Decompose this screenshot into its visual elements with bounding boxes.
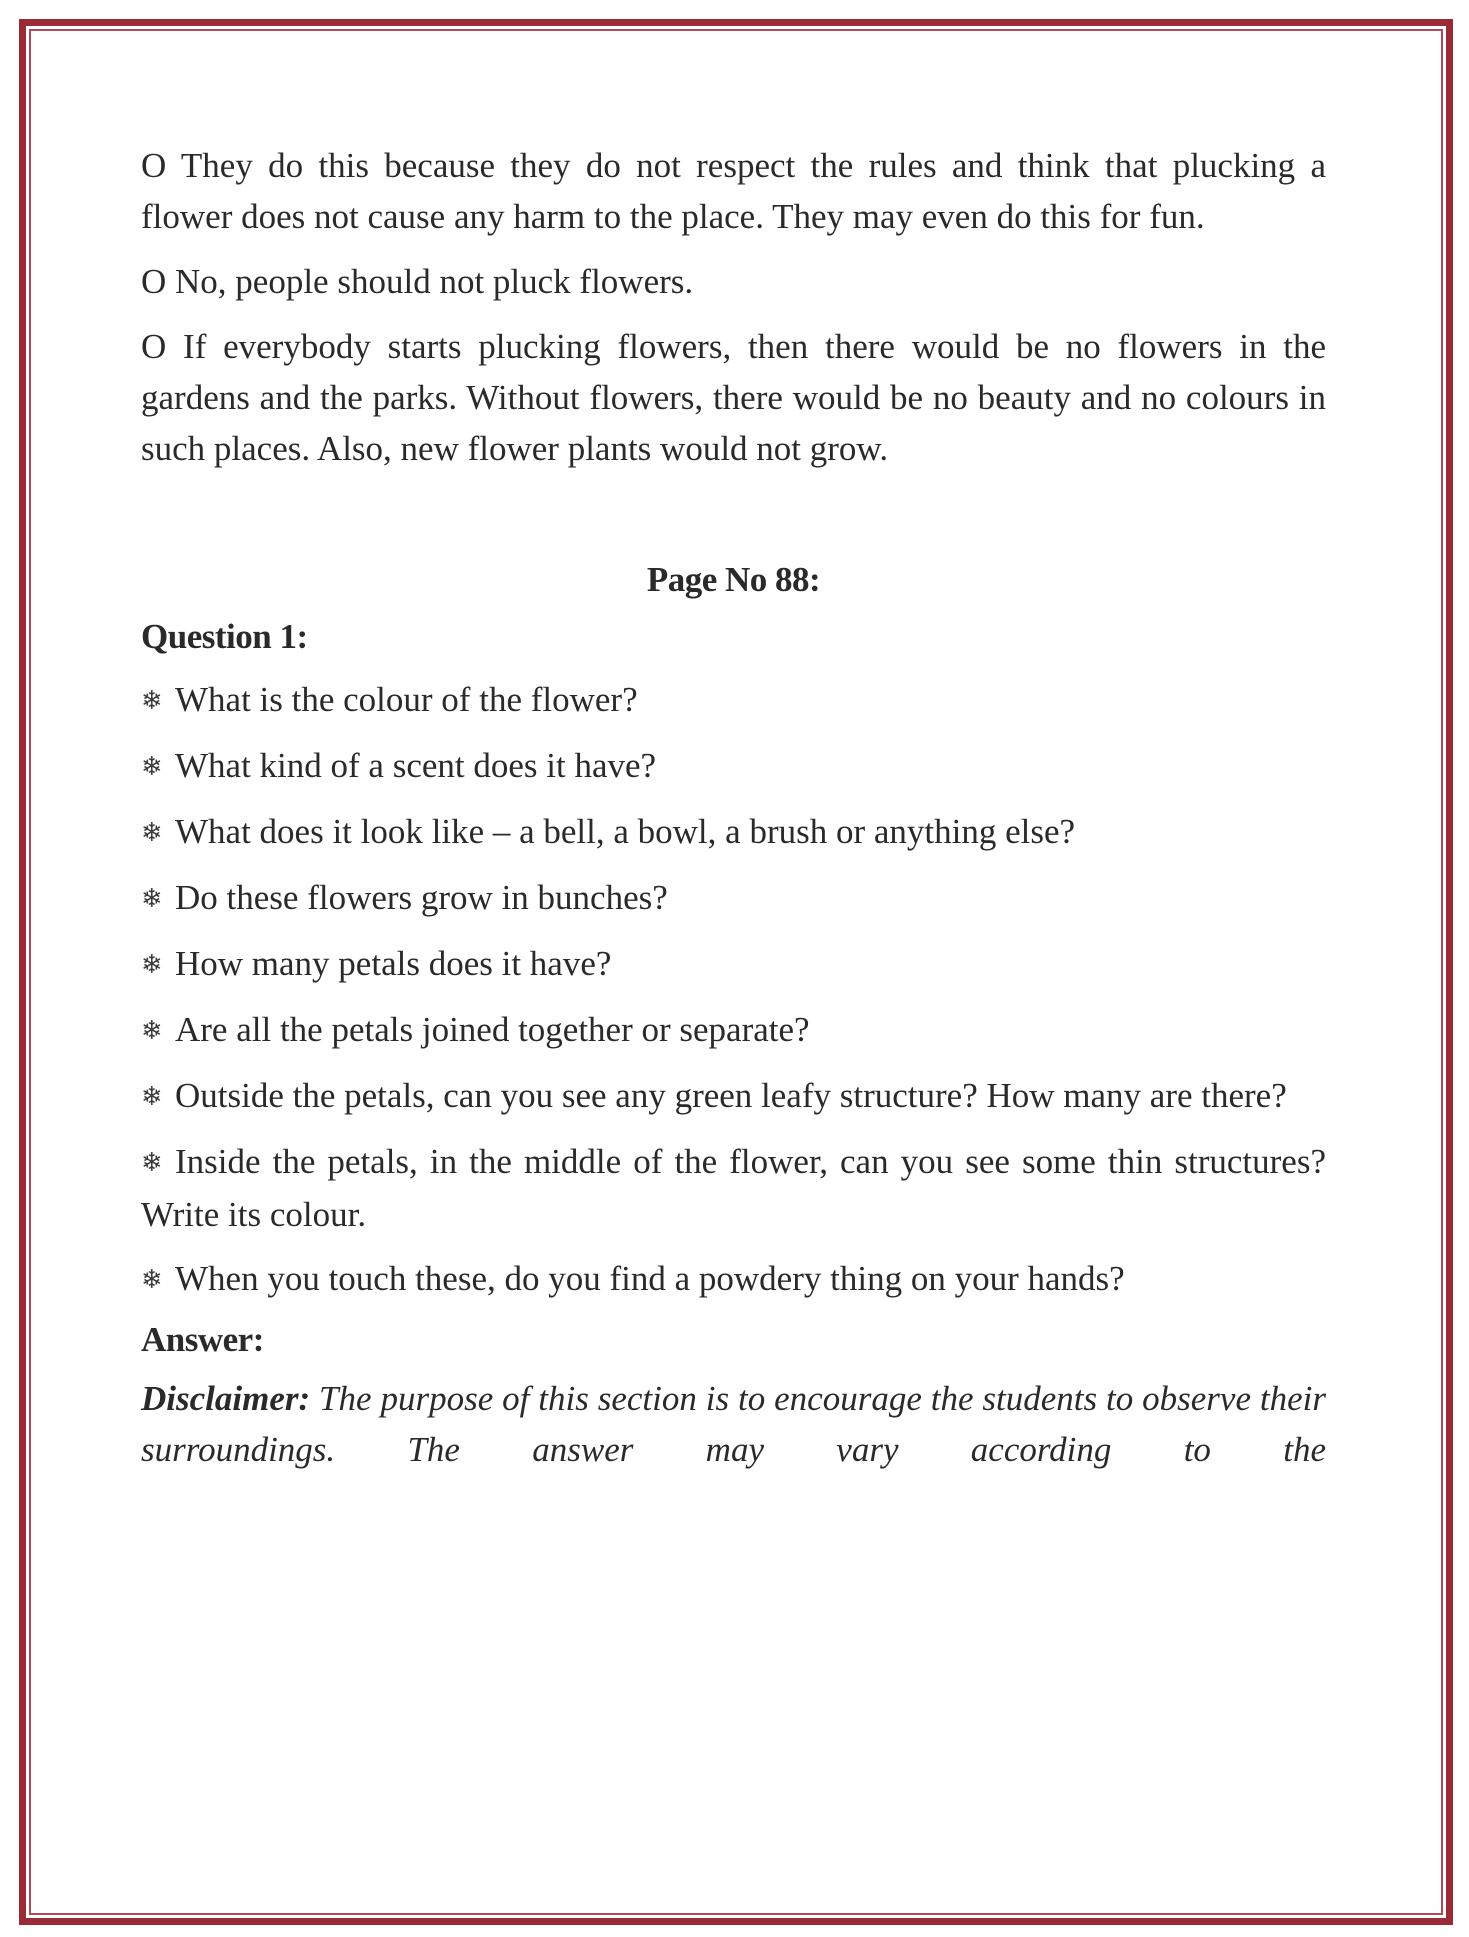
snowflake-icon: ❄ — [141, 884, 163, 914]
snowflake-icon: ❄ — [141, 1016, 163, 1046]
question-item-text: What does it look like – a bell, a bowl, a brush or anything else? — [175, 812, 1076, 851]
answer-title: Answer: — [141, 1320, 264, 1359]
question-item-text: How many petals does it have? — [175, 944, 612, 983]
page-content — [141, 140, 1326, 1475]
question-item — [141, 1253, 1326, 1306]
question-item — [141, 1136, 1326, 1240]
spacer — [141, 662, 1326, 674]
snowflake-icon: ❄ — [141, 752, 163, 782]
question-item-text: Outside the petals, can you see any green leafy structure? How many are there? — [175, 1076, 1287, 1115]
snowflake-icon: ❄ — [141, 1265, 163, 1295]
question-list — [141, 674, 1326, 1306]
question-item-text: What kind of a scent does it have? — [175, 746, 657, 785]
question-item — [141, 1070, 1326, 1123]
disclaimer-text: The purpose of this section is to encourage the students to observe their surroundings. The answer may vary according to the — [141, 1379, 1327, 1469]
question-item — [141, 872, 1326, 925]
question-item — [141, 1004, 1326, 1057]
question-item-text: What is the colour of the flower? — [175, 680, 638, 719]
snowflake-icon: ❄ — [141, 686, 163, 716]
question-item — [141, 740, 1326, 793]
spacer — [141, 474, 1326, 554]
question-item-text: Do these flowers grow in bunches? — [175, 878, 668, 917]
page-number-heading: Page No 88: — [646, 560, 821, 599]
snowflake-icon: ❄ — [141, 1082, 163, 1112]
question-item-text: Inside the petals, in the middle of the flower, can you see some thin structures? Write its colour. — [141, 1142, 1326, 1234]
answer-paragraph-3: O If everybody starts plucking flowers, then there would be no flowers in the gardens and the parks. Without flowers, there would be no beauty and no colours in such places. Also, new flower plants would not grow. — [141, 327, 1326, 468]
question-item-text: When you touch these, do you find a powdery thing on your hands? — [175, 1259, 1125, 1298]
question-item — [141, 806, 1326, 859]
snowflake-icon: ❄ — [141, 1148, 163, 1178]
answer-paragraph-2: O No, people should not pluck flowers. — [141, 262, 694, 301]
question-item — [141, 674, 1326, 727]
answer-paragraph-1: O They do this because they do not respect the rules and think that plucking a flower does not cause any harm to the place. They may even do this for fun. — [141, 146, 1326, 236]
question-item — [141, 938, 1326, 991]
snowflake-icon: ❄ — [141, 950, 163, 980]
spacer — [141, 1365, 1326, 1373]
disclaimer-paragraph — [141, 1373, 1326, 1475]
question-title: Question 1: — [141, 617, 308, 656]
snowflake-icon: ❄ — [141, 818, 163, 848]
question-item-text: Are all the petals joined together or separate? — [175, 1010, 810, 1049]
disclaimer-label: Disclaimer: — [141, 1379, 311, 1418]
